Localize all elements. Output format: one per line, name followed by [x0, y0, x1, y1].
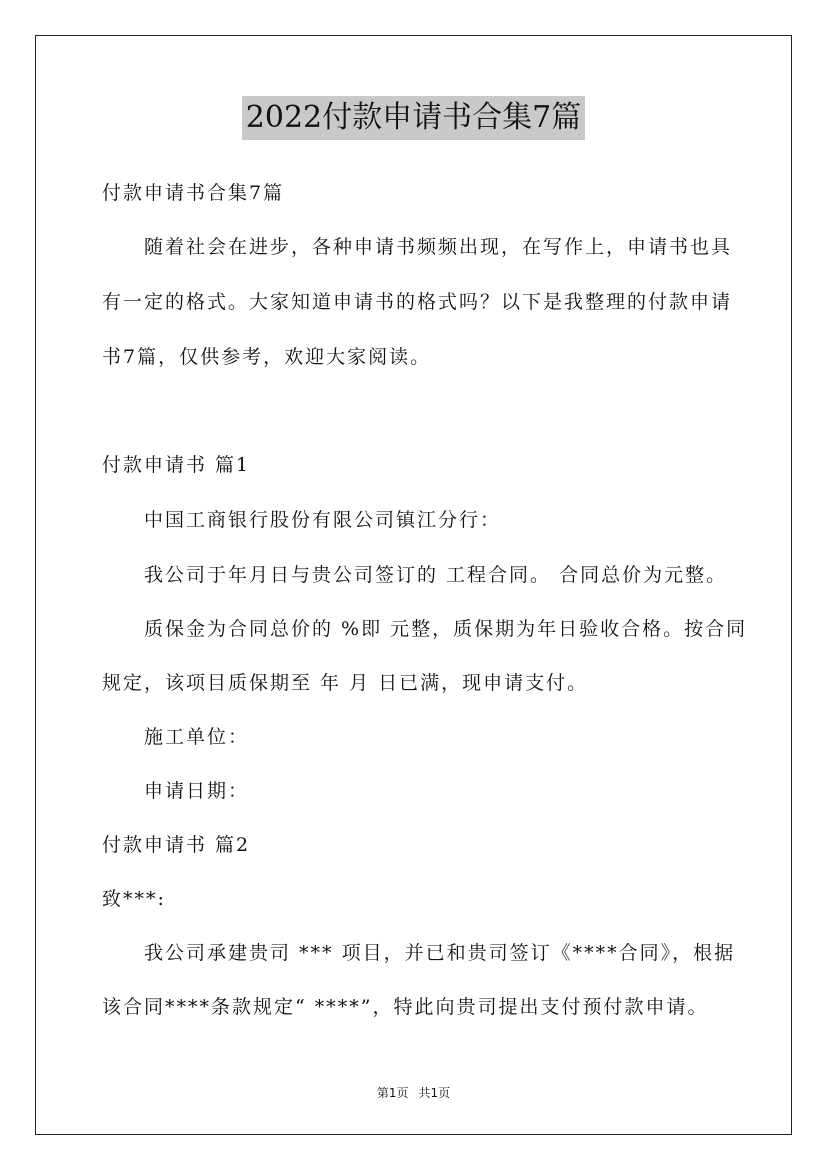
- intro-line-1: 随着社会在进步，各种申请书频频出现，在写作上，申请书也具: [144, 236, 733, 258]
- section2-heading: 付款申请书 篇2: [102, 834, 251, 856]
- document-title: 2022付款申请书合集7篇: [242, 96, 585, 140]
- section2-para1-line2: 该合同****条款规定“ ****”，特此向贵司提出支付预付款申请。: [102, 996, 709, 1018]
- section1-unit: 施工单位：: [144, 726, 250, 748]
- section2-addressee: 致***:: [102, 888, 166, 910]
- footer-page-total: 共1页: [418, 1086, 451, 1100]
- intro-line-2: 有一定的格式。大家知道申请书的格式吗？以下是我整理的付款申请: [102, 291, 733, 313]
- document-subtitle: 付款申请书合集7篇: [102, 182, 285, 204]
- section1-para2-line1: 质保金为合同总价的 %即 元整，质保期为年日验收合格。按合同: [144, 618, 748, 640]
- section1-heading: 付款申请书 篇1: [102, 454, 251, 476]
- section1-addressee: 中国工商银行股份有限公司镇江分行：: [144, 509, 502, 531]
- section1-para2-line2: 规定，该项目质保期至 年 月 日已满，现申请支付。: [102, 672, 589, 694]
- footer-page-number: 第1页: [376, 1086, 409, 1100]
- page-footer: [0, 1085, 827, 1101]
- section1-date: 申请日期：: [144, 780, 250, 802]
- intro-line-3: 书7篇，仅供参考，欢迎大家阅读。: [102, 346, 432, 368]
- title-container: [0, 96, 827, 140]
- section2-para1-line1: 我公司承建贵司 *** 项目，并已和贵司签订《****合同》，根据: [144, 942, 736, 964]
- section1-para1: 我公司于年月日与贵公司签订的 工程合同。 合同总价为元整。: [144, 564, 728, 586]
